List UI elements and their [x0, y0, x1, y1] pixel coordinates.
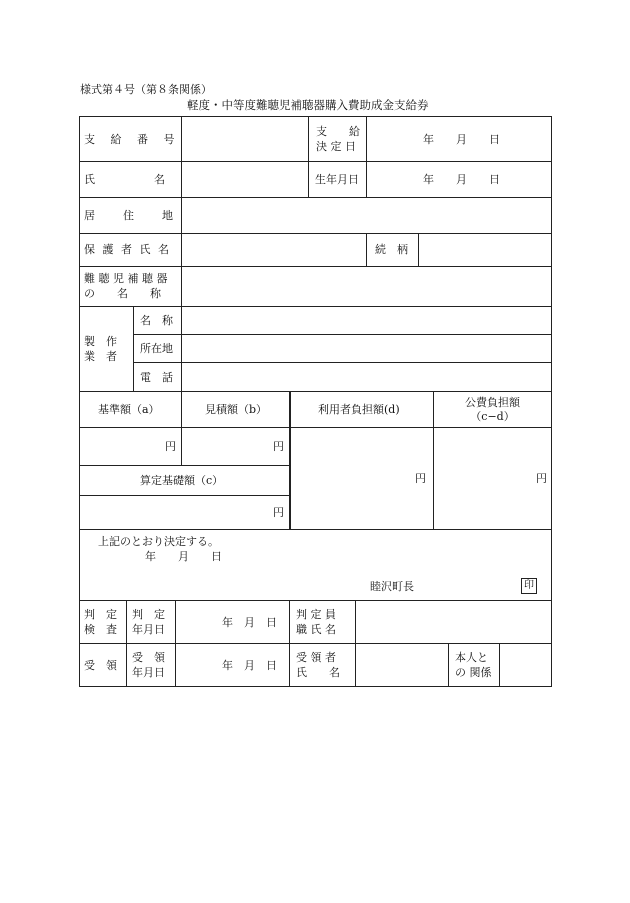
receiver-name-label: 受 領 者 氏 名: [296, 651, 340, 679]
receipt-date-value: 年 月 日: [222, 659, 277, 672]
manufacturer-phone-label: 電 話: [140, 371, 173, 384]
decision-text: 上記のとおり決定する。: [98, 535, 219, 548]
guardian-name-label: 保 護 者 氏 名: [84, 243, 171, 256]
document-title: 軽度・中等度難聴児補聴器購入費助成金支給券: [187, 98, 429, 112]
base-amount-header: 基準額（a）: [98, 403, 160, 416]
judgment-inspection-label: 判 定 検 査: [84, 608, 117, 636]
payment-decision-date-value: 年 月 日: [423, 133, 500, 146]
relationship-label: 続 柄: [375, 243, 408, 256]
judge-name-label: 判 定 員 職 氏 名: [296, 608, 336, 636]
public-burden-yen: 円: [536, 472, 547, 485]
relation-to-person-label: 本人と の 関係: [455, 651, 492, 679]
estimate-amount-yen: 円: [273, 440, 284, 453]
payment-decision-date-label: 支 給 決 定 日: [316, 125, 360, 153]
receipt-date-label: 受 領 年月日: [132, 651, 165, 679]
public-burden-header: 公費負担額 （c−d）: [465, 396, 520, 423]
manufacturer-label: 製 作 業 者: [84, 335, 117, 363]
user-burden-header: 利用者負担額(d): [318, 403, 400, 416]
name-label: 氏 名: [84, 173, 168, 186]
hearing-aid-name-label: 難 聴 児 補 聴 器 の 名 称: [84, 272, 168, 300]
manufacturer-name-label: 名 称: [140, 314, 173, 327]
seal-box: 印: [521, 578, 537, 594]
estimate-amount-header: 見積額（b）: [205, 403, 268, 416]
birthdate-label: 生年月日: [315, 173, 359, 186]
calc-base-header: 算定基礎額（c）: [140, 474, 224, 487]
payment-number-label: 支 給 番 号: [84, 133, 181, 146]
address-label: 居 住 地: [84, 209, 175, 222]
receipt-label: 受 領: [84, 659, 117, 672]
manufacturer-location-label: 所在地: [140, 342, 173, 355]
user-burden-yen: 円: [415, 472, 426, 485]
birthdate-value: 年 月 日: [423, 173, 500, 186]
judgment-date-value: 年 月 日: [222, 616, 277, 629]
decision-date: 年 月 日: [145, 550, 222, 563]
mayor-label: 睦沢町長: [370, 580, 414, 593]
judgment-date-label: 判 定 年月日: [132, 608, 165, 636]
form-number: 様式第４号（第８条関係）: [80, 83, 212, 96]
base-amount-yen: 円: [165, 440, 176, 453]
calc-base-yen: 円: [273, 506, 284, 519]
